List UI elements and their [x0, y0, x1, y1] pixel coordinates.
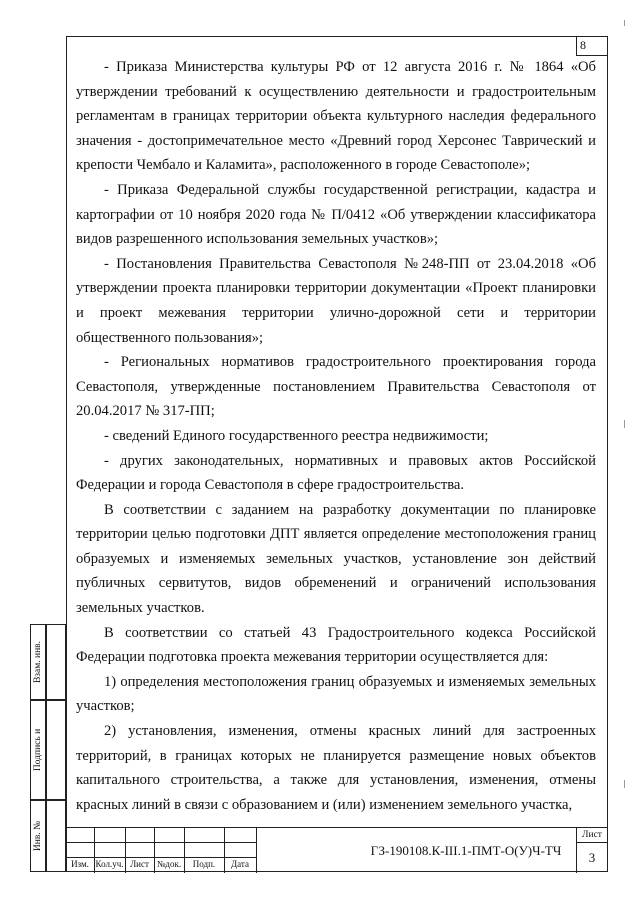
paragraph: 2) установления, изменения, отмены красных линий для застроенных территорий, в границах которых не планируется размещение новых объектов капитального строительства, а также для установления, изменения, отмены красных линий в связи с образованием и (или) изменением земельного участка,	[76, 723, 596, 813]
paragraph: - Постановления Правительства Севастополя №248-ПП от 23.04.2018 «Об утверждении проекта планировки территории документации «Проект планировки и проект межевания территории улично-дорожной сети и территории общественного пользования»;	[76, 255, 596, 346]
side-value-cell	[46, 800, 66, 872]
side-label: Инв. №	[33, 820, 43, 852]
side-label: Подпись и	[33, 728, 43, 772]
sheet-number: 3	[588, 850, 596, 865]
sheet-label: Лист	[577, 829, 607, 843]
margin-mark	[624, 420, 625, 428]
col-header: Изм.	[71, 859, 89, 869]
side-label-cell	[30, 624, 46, 700]
col-header: Лист	[130, 859, 149, 869]
side-value-cell	[46, 624, 66, 700]
paragraph: 1) определения местоположения границ образуемых и изменяемых земельных участков;	[76, 673, 596, 715]
document-body	[76, 55, 596, 817]
col-header: Подп.	[192, 859, 216, 869]
margin-mark	[624, 780, 625, 788]
sheet-box	[576, 828, 608, 873]
side-stamp	[30, 624, 66, 872]
title-block	[66, 827, 608, 872]
paragraph: - Приказа Министерства культуры РФ от 12 августа 2016 г. № 1864 «Об утверждении требований к осуществлению деятельности и градостроительным регламентам в границах территории объекта культурного наследия федерального значения - достопримечательное место «Древний город Херсонес Таврический и крепости Чембало и Каламита», расположенного в городе Севастополе»;	[76, 59, 596, 174]
col-header: Кол.уч.	[95, 859, 124, 869]
revision-grid	[66, 828, 256, 873]
paragraph: - Приказа Федеральной службы государственной регистрации, кадастра и картографии от 10 ноября 2020 года № П/0412 «Об утверждении классификатора видов разрешенного использования земельных участков»;	[76, 181, 596, 248]
side-value-cell	[46, 700, 66, 800]
side-label-cell	[30, 800, 46, 872]
col-header: Дата	[231, 859, 249, 869]
margin-mark	[624, 20, 625, 26]
paragraph: В соответствии с заданием на разработку документации по планировке территории целью подготовки ДПТ является определение местоположения границ образуемых и изменяемых земельных участков, установление зон действий публичных сервитутов, видов обременений и ограничений использования земельных участков.	[76, 501, 596, 617]
page-number: 8	[576, 36, 608, 56]
side-label-cell	[30, 700, 46, 800]
paragraph: - других законодательных, нормативных и правовых актов Российской Федерации и города Севастополя в сфере градостроительства.	[76, 452, 596, 494]
paragraph: В соответствии со статьей 43 Градостроительного кодекса Российской Федерации подготовка проекта межевания территории осуществляется для:	[76, 624, 596, 666]
paragraph: - сведений Единого государственного реестра недвижимости;	[104, 427, 489, 444]
col-header: №док.	[156, 859, 182, 869]
side-label: Взам. инв.	[33, 640, 43, 684]
document-code: ГЗ-190108.К-III.1-ПМТ-О(У)Ч-ТЧ	[370, 843, 562, 858]
paragraph: - Региональных нормативов градостроительного проектирования города Севастополя, утвержденные постановлением Правительства Севастополя от 20.04.2017 № 317-ПП;	[76, 354, 596, 420]
